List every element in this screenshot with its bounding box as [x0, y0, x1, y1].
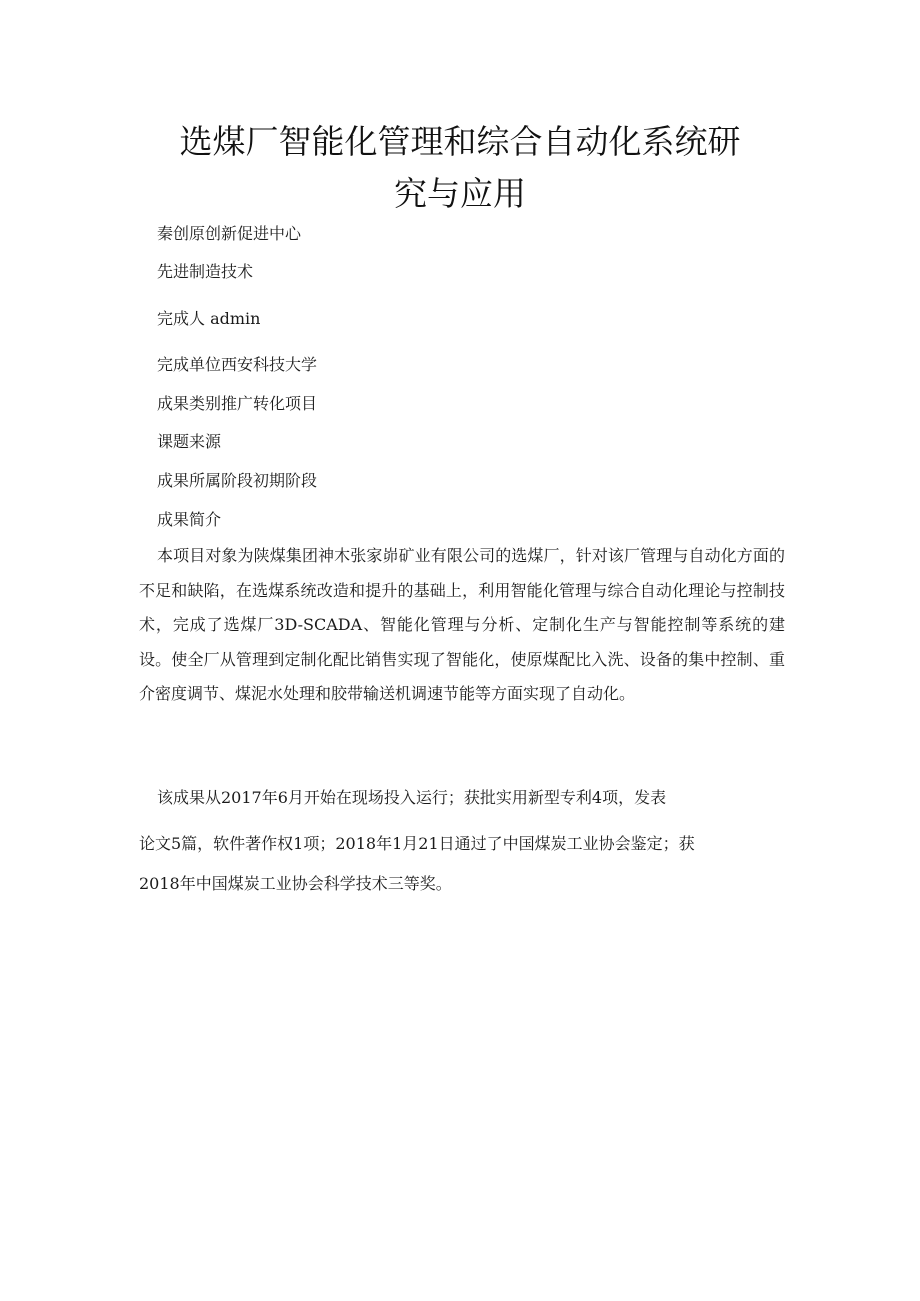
summary-paragraph: 本项目对象为陕煤集团神木张家峁矿业有限公司的选煤厂，针对该厂管理与自动化方面的不足和缺陷，在选煤系统改造和提升的基础上，利用智能化管理与综合自动化理论与控制技术，完成了选煤厂3D-SCADA、智能化管理与分析、定制化生产与智能控制等系统的建设。使全厂从管理到定制化配比销售实现了智能化，使原煤配比入洗、设备的集中控制、重介密度调节、煤泥水处理和胶带输送机调速节能等方面实现了自动化。 — [139, 546, 785, 703]
title-line-1: 选煤厂智能化管理和综合自动化系统研 — [179, 122, 741, 161]
meta-field: 先进制造技术 — [157, 262, 254, 281]
meta-author: 完成人 admin — [157, 309, 261, 328]
document-title — [140, 116, 780, 220]
meta-summary-heading: 成果简介 — [157, 510, 222, 529]
title-line-2: 究与应用 — [394, 174, 526, 213]
result-line-1: 该成果从2017年6月开始在现场投入运行；获批实用新型专利4项，发表 — [157, 788, 667, 807]
result-line-2: 论文5篇，软件著作权1项；2018年1月21日通过了中国煤炭工业协会鉴定；获 — [139, 834, 695, 853]
meta-source: 课题来源 — [157, 432, 222, 451]
meta-org: 秦创原创新促进中心 — [157, 224, 302, 243]
meta-stage: 成果所属阶段初期阶段 — [157, 471, 318, 490]
meta-category: 成果类别推广转化项目 — [157, 394, 318, 413]
meta-unit: 完成单位西安科技大学 — [157, 355, 318, 374]
result-line-3: 2018年中国煤炭工业协会科学技术三等奖。 — [139, 874, 452, 893]
